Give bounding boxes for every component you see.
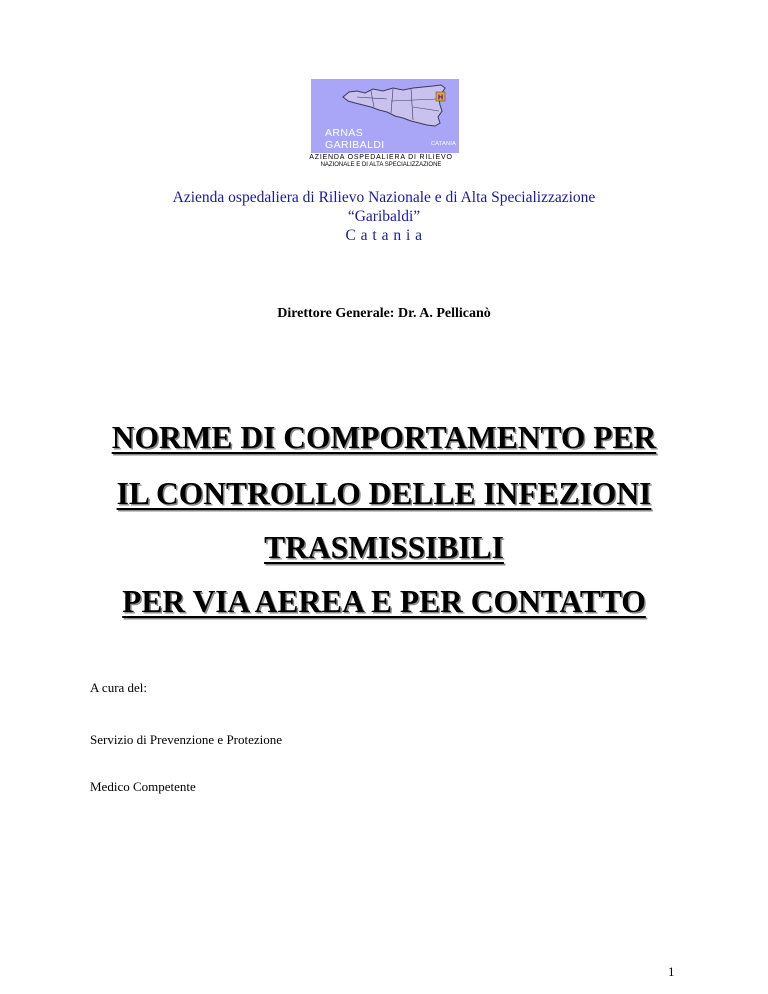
- logo-background: [311, 79, 459, 153]
- title-line-2: IL CONTROLLO DELLE INFEZIONI: [116, 476, 652, 511]
- hospital-name-line2: “Garibaldi”: [347, 208, 421, 225]
- credits-service: Servizio di Prevenzione e Protezione: [90, 732, 283, 747]
- hospital-name-line1: Azienda ospedaliera di Rilievo Nazionale e di Alta Specializzazione: [172, 189, 596, 206]
- logo-org-line1: ARNAS: [325, 127, 364, 139]
- logo-subtitle-line1: AZIENDA OSPEDALIERA DI RILIEVO: [309, 154, 453, 161]
- title-line-4: PER VIA AEREA E PER CONTATTO: [122, 584, 646, 619]
- logo-subtitle-line2: NAZIONALE E DI ALTA SPECIALIZZAZIONE: [320, 162, 442, 168]
- logo-org-name: [325, 127, 385, 151]
- page-number: 1: [668, 964, 675, 979]
- title-line-1: NORME DI COMPORTAMENTO PER: [111, 420, 657, 455]
- title-line-3: TRASMISSIBILI: [264, 530, 504, 565]
- logo-org-line2: GARIBALDI: [325, 139, 385, 151]
- logo-city: CATANIA: [431, 141, 457, 147]
- credits-doctor: Medico Competente: [90, 779, 196, 794]
- sicily-map-icon: [341, 83, 449, 127]
- hospital-city: C a t a n i a: [345, 227, 423, 244]
- director-line: Direttore Generale: Dr. A. Pellicanò: [277, 306, 491, 321]
- hospital-marker-icon: H: [437, 94, 444, 102]
- credits-intro: A cura del:: [90, 680, 148, 695]
- hospital-logo: [303, 79, 459, 170]
